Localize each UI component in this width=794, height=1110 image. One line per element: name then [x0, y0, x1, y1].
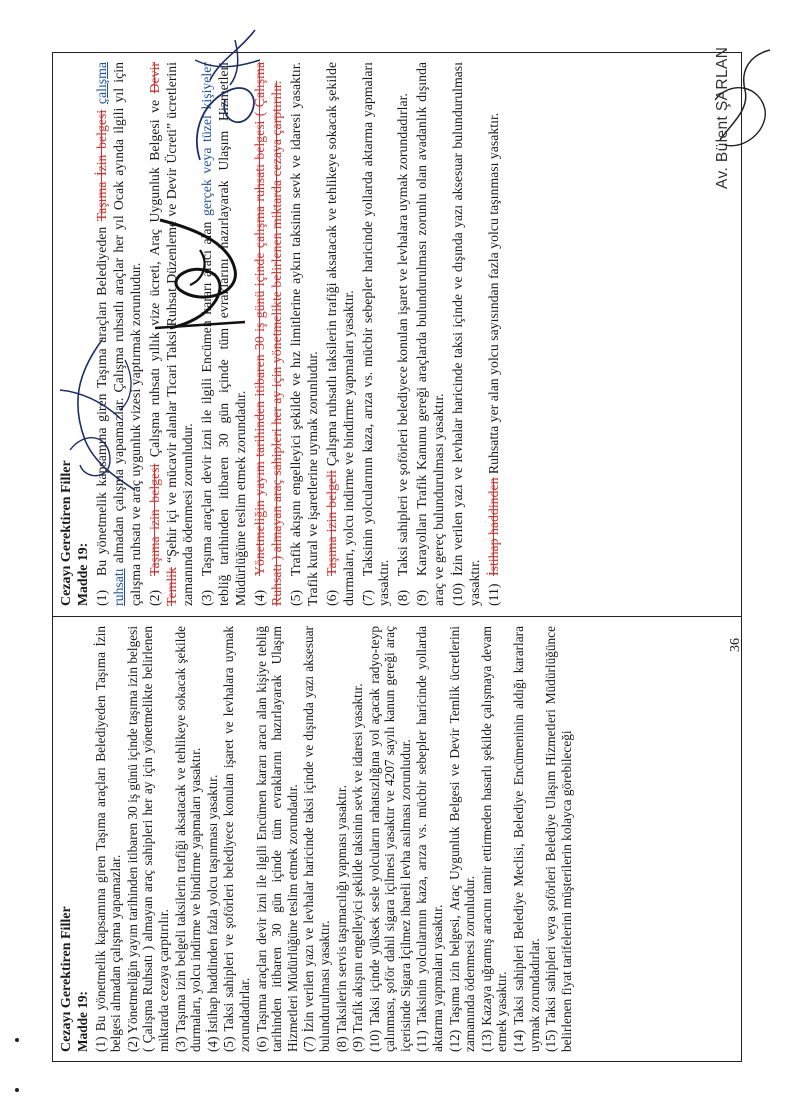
deleted-text: Devir Temlik — [146, 62, 179, 606]
item-text: tebliğ tarihinden itibaren 30 gün içinde tüm evraklarını hazırlayarak Ulaşım Hizmetleri Müdürlüğüne teslim etmek zorundadır. — [216, 62, 249, 606]
page-number: 36 — [728, 638, 743, 652]
old-article-item: (15) Taksi sahipleri veya şoförleri Belediye Ulaşım Hizmetleri Müdürlüğünce belirlenen fiyat tarifelerini müşterilerin kolayca görebileceği — [543, 626, 574, 1052]
new-article-item — [288, 62, 322, 606]
item-text: Çalışma ruhsatlı taksilerin trafiği aksatacak ve tehlikeye sokacak şekilde durmaları, yolcu indirme ve bindirme yapmaları yasaktır. — [323, 61, 356, 606]
left-article-items — [93, 626, 575, 1052]
item-text: İzin verilen yazı ve levhalar haricinde taksi içinde ve dışında yazı aksesuar bulundurulması yasaktır. — [450, 62, 482, 606]
item-text: Ruhsatta yer alan yolcu sayısından fazla yolcu taşınması yasaktır. — [485, 112, 501, 478]
item-number: (4) — [252, 589, 268, 606]
old-article-item: (13) Kazaya uğramış aracını tamir ettirmeden hasarlı şekilde çalışmaya devam etmek yasaktır. — [478, 626, 510, 1052]
item-number: (1) — [93, 589, 109, 606]
inserted-text: çalışma ruhsatı — [93, 62, 126, 606]
deleted-text: Taşıma izin belgeli — [323, 470, 339, 576]
item-text: Bu yönetmelik kapsamına giren Taşıma araçları Belediyeden — [93, 221, 109, 576]
old-article-item: (3) Taşıma izin belgeli taksilerin trafiği aksatacak ve tehlikeye sokacak şekilde durmaları, yolcu indirme ve bindirme yapmaları yasaktır. — [172, 626, 204, 1052]
item-text: almadan çalışma yapamazlar. Çalışma ruhsatlı araçlar her yıl Ocak ayında ilgili yıl için çalışma ruhsatı ve araç uygunluk vizesi yaptırmak zorunludur. — [110, 62, 143, 606]
comparison-table — [52, 52, 742, 1062]
old-article-item: (4) İstihap haddinden fazla yolcu taşınması yasaktır. — [204, 774, 220, 1052]
item-text — [94, 104, 109, 110]
item-number: (2) — [146, 589, 162, 606]
right-column-title: Cezayı Gerektiren Filler — [59, 460, 74, 606]
old-article-item: (10) Taksi içinde yüksek sesle yolcuların rahatsızlığına yol açacak radyo-teyp çalınması, şoför dahil sigara içilmesi yasaktır ve 4207 sayılı kanun gereği araç içerisinde Sigara İçilmez ibareli levha asılması zorunludur. — [366, 626, 413, 1052]
stamp-text: Av. Bülent ŞARLAN — [714, 46, 731, 189]
item-number: (7) — [359, 589, 375, 606]
deleted-text: İstihap haddinden — [485, 477, 501, 576]
old-article-item: (6) Taşıma araçları devir izni ile ilgili Encümen kararı aracı alan kişiye tebliğ tarihinden itibaren 30 gün içinde tüm evraklarını hazırlayarak Ulaşım Hizmetleri Müdürlüğüne teslim etmek zorundadır. — [253, 626, 300, 1052]
old-article-item: (9) Trafik akışını engelleyici şekilde taksinin sevk ve idaresi yasaktır. — [350, 683, 366, 1052]
deleted-text: Taşıma izin belgesi — [146, 463, 162, 576]
new-article-item — [395, 62, 412, 606]
old-article-item: (7) İzin verilen yazı ve levhalar haricinde taksi içinde ve dışında yazı aksesuar bulundurulması yasaktır. — [301, 626, 332, 1052]
deleted-text: Yönetmeliğin yayım tarihinden itibaren 30 iş günü içinde çalışma ruhsatı belgesi ( Çalışma Ruhsatı ) almayan araç sahipleri her ay için yönetmelikte belirlenen miktarda cezaya çarptırılır. — [252, 62, 284, 606]
signature-1 — [40, 330, 150, 500]
margin-mark — [15, 1038, 19, 1042]
item-text: Karayolları Trafik Kanunu gereği araçlarda bulundurulması zorunlu olan avadanlık dışında araç ve gereç bulundurulması yasaktır. — [414, 62, 447, 606]
item-text: Taksinin yolcularının kaza, arıza vs. mücbir sebepler haricinde yollarda aktarma yapmaları yasaktır. — [359, 62, 392, 606]
rotated-page — [52, 52, 742, 1062]
old-article-item: (2) Yönetmeliğin yayım tarihinden itibaren 30 iş günü içinde taşıma izin belgesi ( Çalışma Ruhsatı ) almayan araç sahipleri her ay için yönetmelikte belirlenen miktarda cezaya çarptırılır. — [124, 625, 171, 1052]
item-number: (8) — [395, 589, 411, 606]
old-article-item: (8) Taksilerin servis taşımacılığı yapması yasaktır. — [333, 785, 349, 1052]
new-article-item — [414, 62, 448, 606]
item-text: “Şehir içi ve mücavir alanlar Ticari Taksi Ruhsat Düzenleme ve Devir Ücreti” ücretlerini zamanında ödenmesi zorunludur. — [163, 62, 196, 606]
item-text: Taşıma araçları devir izni ile ilgili Encümen kararı aracı alan — [199, 215, 215, 576]
item-text: Çalışma ruhsatı yıllık vize ücreti, Araç Uygunluk Belgesi ve — [146, 93, 162, 464]
item-number: (5) — [287, 589, 303, 606]
signature-2 — [140, 210, 250, 340]
item-number: (10) — [450, 583, 466, 606]
item-number: (11) — [485, 583, 501, 606]
new-article-item — [360, 62, 394, 606]
lawyer-stamp — [714, 14, 756, 189]
old-article-item: (5) Taksi sahipleri ve şoförleri belediyece konulan işaret ve levhalara uymak zorundadırlar. — [221, 626, 252, 1052]
new-article-item — [450, 62, 484, 606]
item-number: (9) — [414, 589, 430, 606]
item-text: Taksi sahipleri ve şoförleri belediyece konulan işaret ve levhalara uymak zorundadırlar. — [395, 93, 411, 576]
inserted-text: gerçek veya tüzel kişiyeler — [199, 62, 215, 216]
right-article-heading: Madde 19: — [75, 542, 90, 606]
margin-mark — [15, 1088, 19, 1092]
new-article-item — [324, 62, 358, 606]
item-text: Trafik akışını engelleyici şekilde ve hız limitlerine aykırı taksinin sevk ve idaresi yasaktır. Trafik kural ve işaretlerine uymak zorunludur. — [287, 62, 320, 606]
signature-3 — [180, 20, 270, 170]
deleted-text: Taşıma İzin belgesi — [93, 109, 109, 222]
old-article-item: (14) Taksi sahipleri Belediye Meclisi, Belediye Encümeninin aldığı kararlara uymak zorundadırlar. — [511, 626, 542, 1052]
old-article-item: (11) Taksinin yolcularının kaza, arıza vs. mücbir sebepler haricinde yollarda aktarma yapmaları yasaktır. — [414, 626, 446, 1052]
old-text-column — [53, 616, 741, 1061]
old-article-item: (1) Bu yönetmelik kapsamına giren Taşıma araçları Belediyeden Taşıma İzin belgesi almadan çalışma yapamazlar. — [92, 626, 124, 1052]
old-article-item: (12) Taşıma izin belgesi, Araç Uygunluk Belgesi ve Devir Temlik ücretlerini zamanında ödenmesi zorunludur. — [446, 626, 478, 1052]
item-number: (3) — [199, 589, 215, 606]
left-article-heading: Madde 19: — [75, 991, 90, 1052]
new-article-item — [486, 62, 503, 606]
left-column-title: Cezayı Gerektiren Filler — [59, 906, 74, 1052]
item-number: (6) — [323, 589, 339, 606]
